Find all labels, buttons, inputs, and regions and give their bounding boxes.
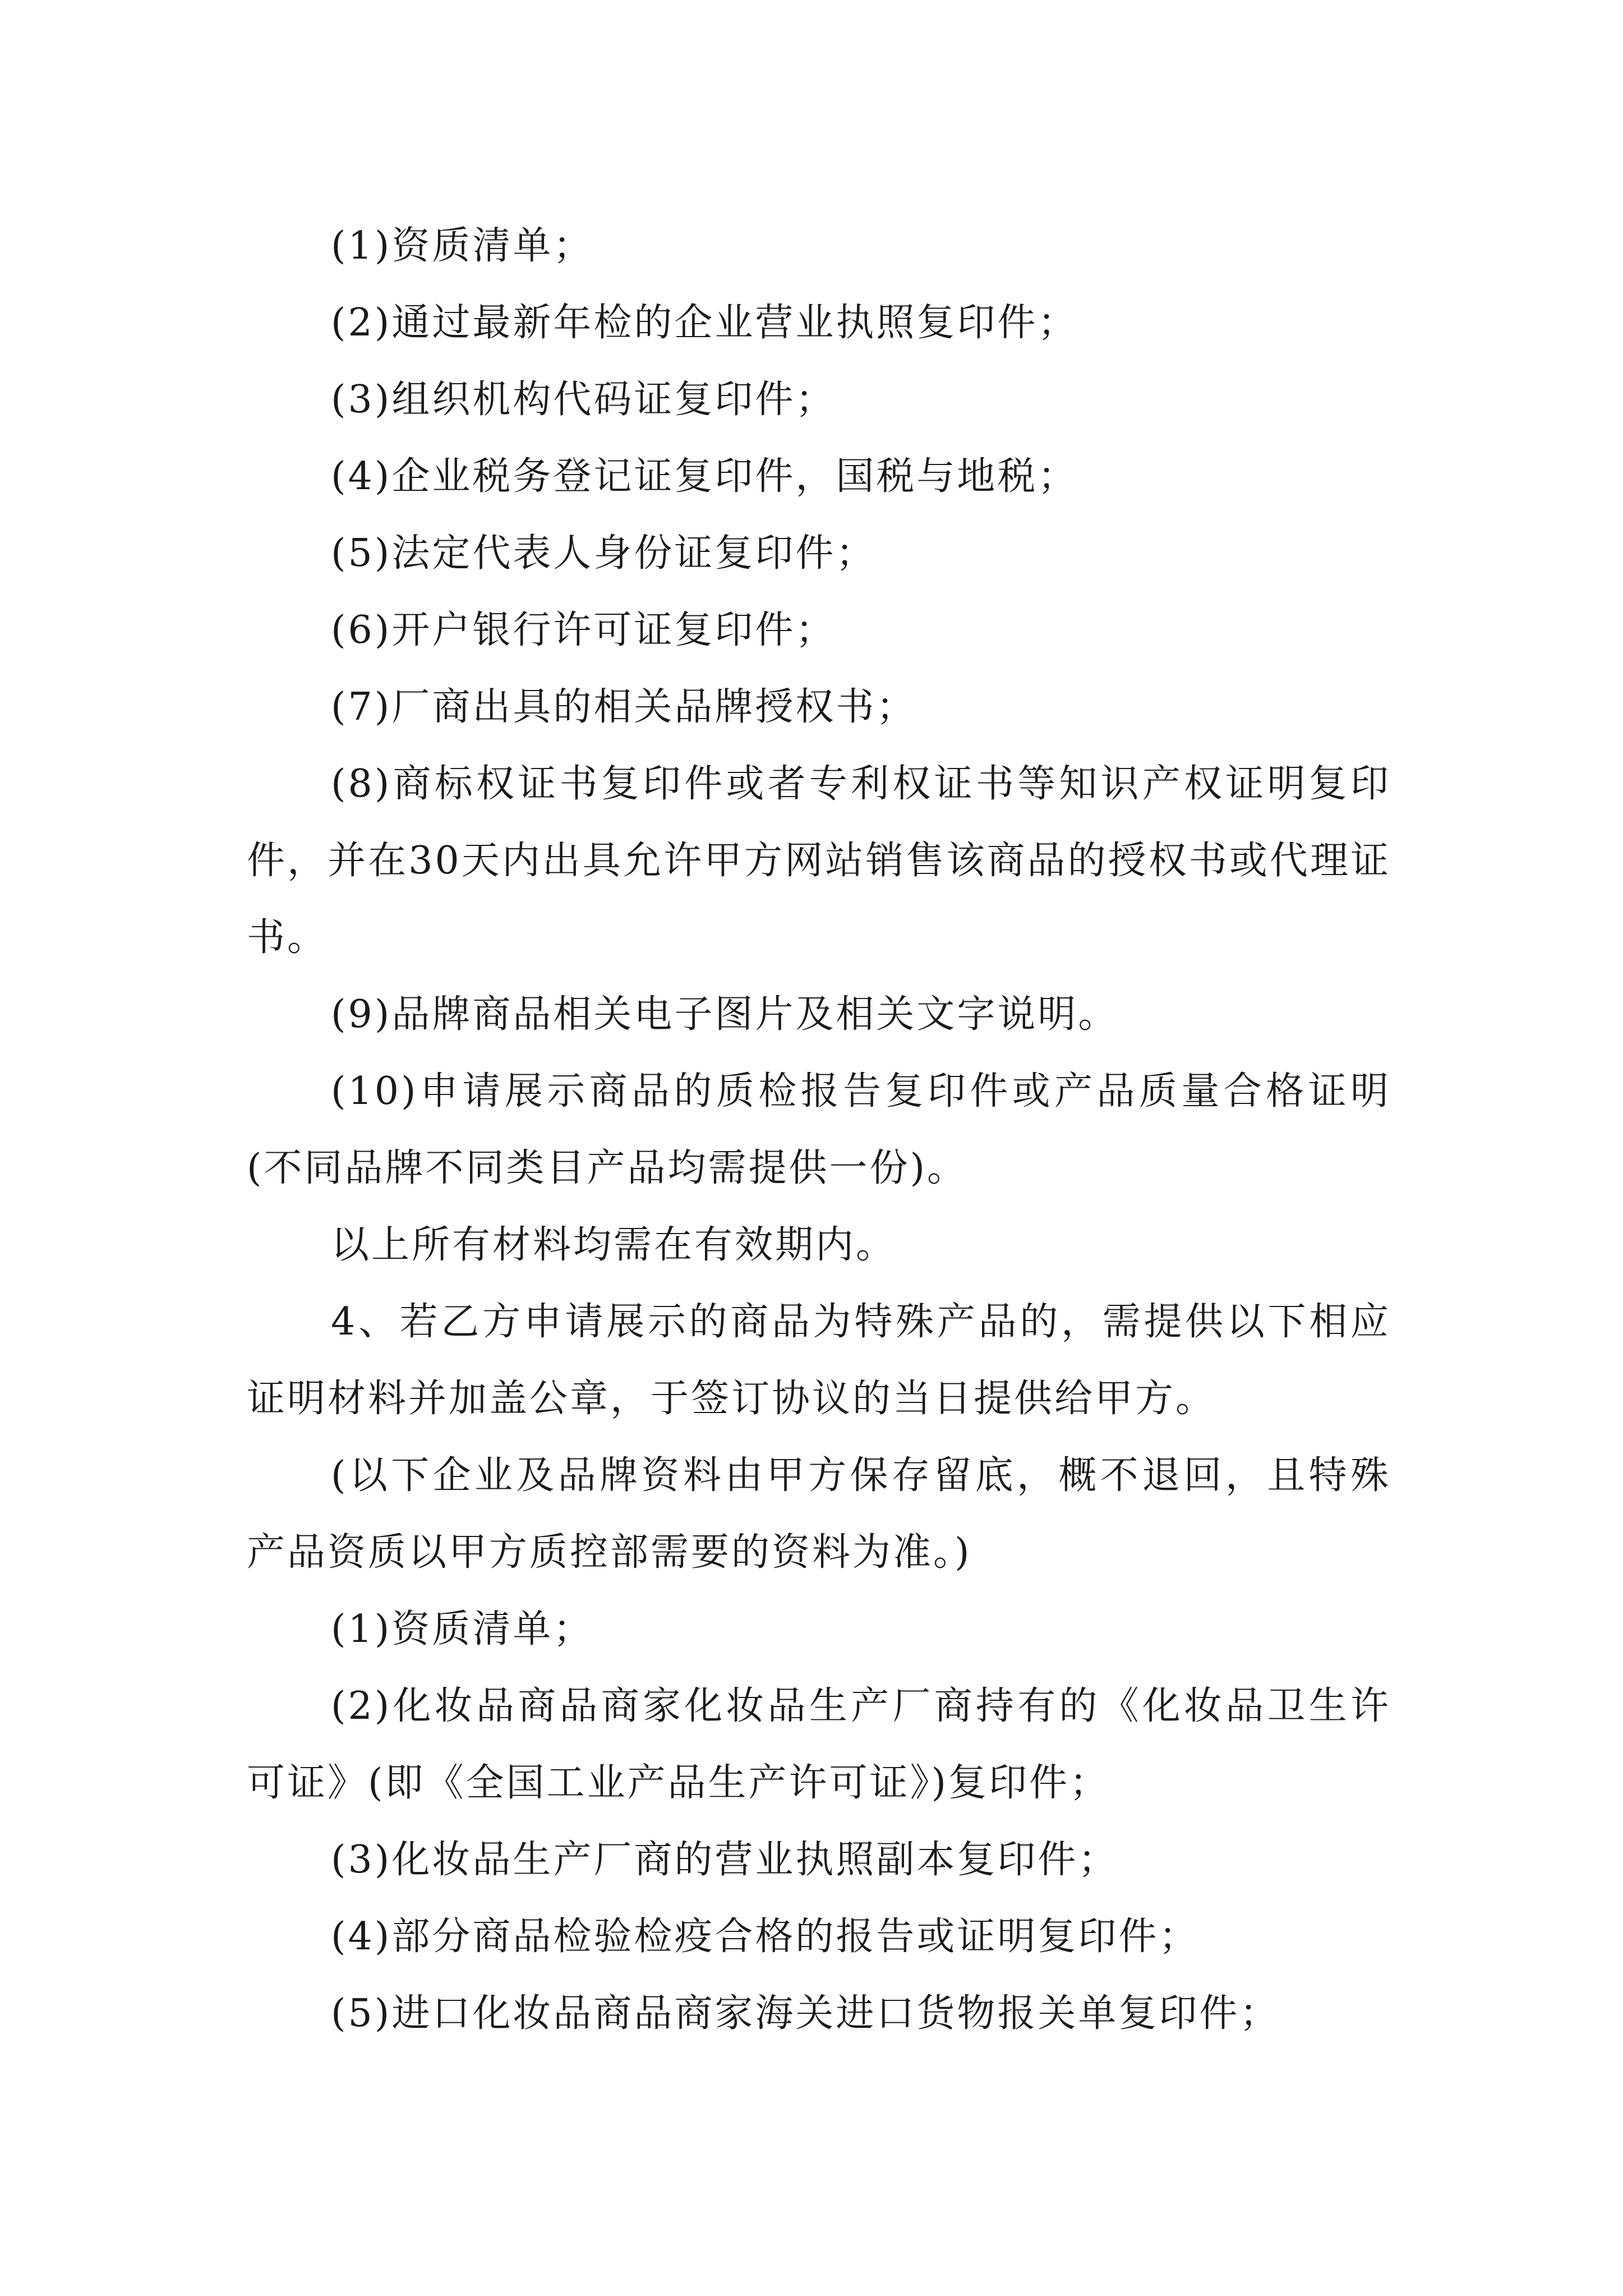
paragraph-brand-authorization: (7)厂商出具的相关品牌授权书； (331, 685, 917, 729)
paragraph-cosmetics-hygiene-license: (2)化妆品商品商家化妆品生产厂商持有的《化妆品卫生许可证》(即《全国工业产品生产许可证》)复印件； (247, 1684, 1391, 1805)
paragraph-retention-note: (以下企业及品牌资料由甲方保存留底，概不退回，且特殊产品资质以甲方质控部需要的资料为准。) (247, 1453, 1391, 1575)
paragraph-cosmetics-manufacturer-license: (3)化妆品生产厂商的营业执照副本复印件； (331, 1838, 1119, 1882)
document-body (247, 208, 1391, 2052)
paragraph-qualification-list: (1)资质清单； (331, 224, 594, 268)
paragraph-legal-representative-id: (5)法定代表人身份证复印件； (331, 531, 877, 576)
paragraph-product-images: (9)品牌商品相关电子图片及相关文字说明。 (331, 992, 1119, 1037)
paragraph-special-products: 4、若乙方申请展示的商品为特殊产品的，需提供以下相应证明材料并加盖公章，于签订协议的当日提供给甲方。 (247, 1300, 1391, 1421)
paragraph-validity-note: 以上所有材料均需在有效期内。 (331, 1223, 897, 1267)
paragraph-intellectual-property: (8)商标权证书复印件或者专利权证书等知识产权证明复印件，并在30天内出具允许甲方网站销售该商品的授权书或代理证书。 (247, 762, 1391, 960)
paragraph-business-license: (2)通过最新年检的企业营业执照复印件； (331, 301, 1078, 345)
paragraph-quality-report: (10)申请展示商品的质检报告复印件或产品质量合格证明(不同品牌不同类目产品均需提供一份)。 (247, 1069, 1391, 1190)
paragraph-inspection-report: (4)部分商品检验检疫合格的报告或证明复印件； (331, 1915, 1200, 1959)
paragraph-bank-license: (6)开户银行许可证复印件； (331, 608, 836, 652)
paragraph-tax-registration: (4)企业税务登记证复印件，国税与地税； (331, 454, 1078, 499)
paragraph-organization-code: (3)组织机构代码证复印件； (331, 378, 836, 422)
paragraph-special-qualification-list: (1)资质清单； (331, 1607, 594, 1651)
paragraph-customs-declaration: (5)进口化妆品商品商家海关进口货物报关单复印件； (331, 1991, 1280, 2036)
